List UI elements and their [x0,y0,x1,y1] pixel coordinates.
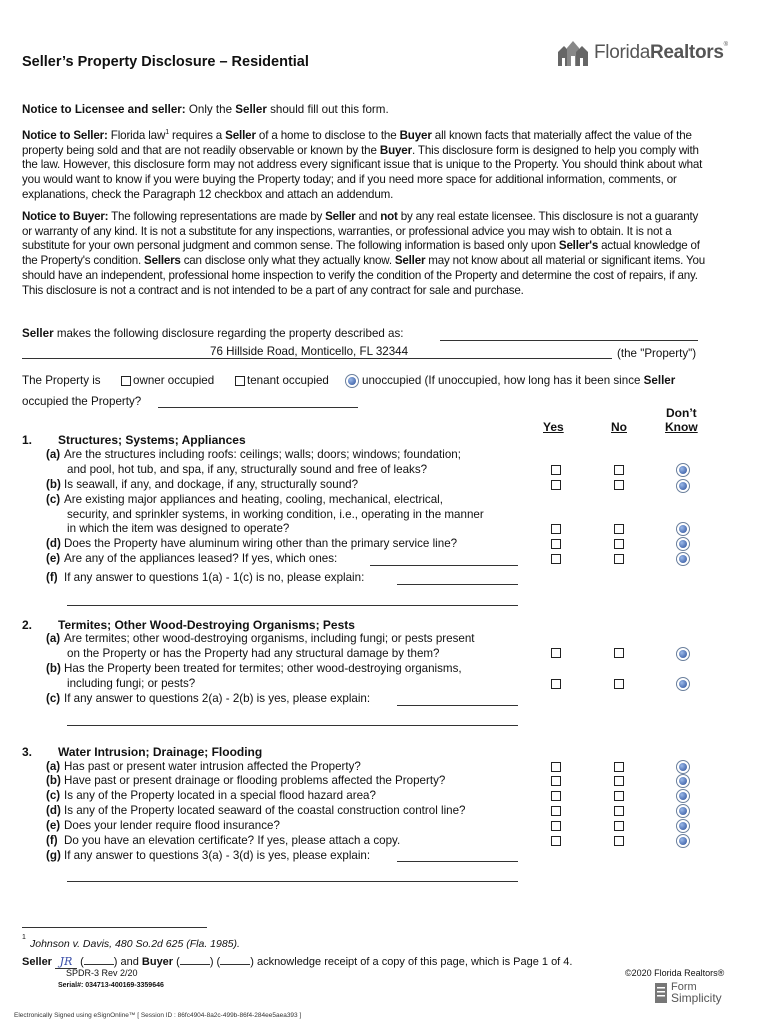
q1b: (b) Is seawall, if any, and dockage, if any, structurally sound? [46,478,359,491]
q2a-yes-checkbox[interactable] [551,648,561,658]
q3g: (g) If any answer to questions 3(a) - 3(d) is yes, please explain: [46,849,371,862]
q1c-dont-know-radio[interactable] [676,522,690,536]
florida-realtors-logo [556,38,728,68]
logo-text-light: Florida [594,42,650,63]
q1a-cont: and pool, hot tub, and spa, if any, structurally sound and free of leaks? [67,463,428,476]
esign-notice: Electronically Signed using eSignOnline™ [ Session ID : 86fc4904-8a2c-499b-86f4-284ee5aea393 ] [14,1012,302,1019]
q3d: (d) Is any of the Property located seaward of the coastal construction control line? [46,804,466,817]
section-3-title: Water Intrusion; Drainage; Flooding [58,745,263,759]
q3e: (e) Does your lender require flood insurance? [46,819,280,832]
formsimplicity-text-1: Form [671,981,697,993]
page-title: Seller’s Property Disclosure – Residential [22,54,309,70]
notice-buyer: Notice to Buyer: The following representations are made by Seller and not by any real estate licensee. This disclosure is not a guaranty or warranty of any kind. It is not a substitute for any inspections, warranties, or professional advice you may wish to obtain. It is not a substitute for your own personal judgment and common sense. The following information is based only upon Seller's actual knowledge of the Property's condition. Sellers can disclose only what they actually know. Seller may not know about all material or significant items. You should have an independent, professional home inspection to verify the condition of the Property and determine the cost of repairs, if any. This disclosure is not a contract and is not intended to be a part of any contract for sale and purchase. [22,210,705,297]
q2a-no-checkbox[interactable] [614,648,624,658]
q1c-cont-2: in which the item was designed to operate? [67,522,290,535]
q1b-yes-checkbox[interactable] [551,480,561,490]
q1d: (d) Does the Property have aluminum wiring other than the primary service line? [46,537,458,550]
notice-buyer-label: Notice to Buyer: [22,210,109,223]
property-address: 76 Hillside Road, Monticello, FL 32344 [210,345,409,358]
property-suffix: (the "Property") [617,347,697,360]
footnote-divider [22,927,207,928]
q2c: (c) If any answer to questions 2(a) - 2(b) is yes, please explain: [46,692,371,705]
seller-initials-2[interactable] [84,964,114,965]
notice-seller-label: Notice to Seller: [22,128,108,142]
q2b: (b) Has the Property been treated for termites; other wood-destroying organisms, [46,662,462,675]
q3b-dont-know-radio[interactable] [676,774,690,788]
buyer-initials-2[interactable] [220,964,250,965]
dont-know-header-2: Know [665,420,698,434]
occupancy-prefix: The Property is [22,374,101,387]
no-header: No [611,420,627,434]
q3e-yes-checkbox[interactable] [551,821,561,831]
tenant-occupied-checkbox[interactable] [235,376,245,386]
owner-occupied-label: owner occupied [133,374,215,387]
q2c-field-2[interactable] [67,725,518,726]
owner-occupied-checkbox[interactable] [121,376,131,386]
q3f-yes-checkbox[interactable] [551,836,561,846]
q1e-no-checkbox[interactable] [614,554,624,564]
footnote-number: 1 [22,934,26,941]
notice-licensee: Notice to Licensee and seller: Only the Seller should fill out this form. [22,103,389,116]
q1b-dont-know-radio[interactable] [676,479,690,493]
q3c-no-checkbox[interactable] [614,791,624,801]
q1b-no-checkbox[interactable] [614,480,624,490]
seller-initials-1[interactable]: JR [55,955,77,969]
q3g-field-2[interactable] [67,881,518,882]
property-address-field[interactable] [22,358,612,359]
q3c: (c) Is any of the Property located in a special flood hazard area? [46,789,376,802]
q2a-cont: on the Property or has the Property had any structural damage by them? [67,647,440,660]
q1f: (f) If any answer to questions 1(a) - 1(c) is no, please explain: [46,571,365,584]
q3a-dont-know-radio[interactable] [676,760,690,774]
notice-seller: Notice to Seller: Florida law$^1$ requires a Seller of a home to disclose to the Buyer all known facts that materially affect the value of the property being sold and that are not readily observable or known by the Buyer. This disclosure form is designed to help you comply with the law. However, this disclosure form may not address every significant issue that is unique to the Property. You should think about what you would want to know if you were buying the Property today; and if you need more space for additional information, comments, or explanations, check the Paragraph 12 checkbox and attach an addendum. [22,128,703,201]
q3g-field[interactable] [397,861,518,862]
occupied-question: occupied the Property? [22,395,142,408]
q3f-no-checkbox[interactable] [614,836,624,846]
q3a: (a) Has past or present water intrusion affected the Property? [46,760,361,773]
section-2-number: 2. [22,618,33,632]
formsimplicity-logo [655,982,722,1004]
q3f-dont-know-radio[interactable] [676,834,690,848]
q3b-yes-checkbox[interactable] [551,776,561,786]
q2b-dont-know-radio[interactable] [676,677,690,691]
logo-mark: ® [723,42,728,48]
q1e-dont-know-radio[interactable] [676,552,690,566]
tenant-occupied-label: tenant occupied [247,374,329,387]
q1a: (a) Are the structures including roofs: ceilings; walls; doors; windows; foundation; [46,448,461,461]
dont-know-header-1: Don’t [666,406,697,420]
q2a: (a) Are termites; other wood-destroying organisms, including fungi; or pests present [46,632,475,645]
q1c-cont-1: security, and sprinkler systems, in working condition, i.e., operating in the manner [67,508,484,521]
q1a-no-checkbox[interactable] [614,465,624,475]
q2b-yes-checkbox[interactable] [551,679,561,689]
section-2-title: Termites; Other Wood-Destroying Organisms; Pests [58,618,355,632]
q3d-yes-checkbox[interactable] [551,806,561,816]
q3c-dont-know-radio[interactable] [676,789,690,803]
buyer-initials-1[interactable] [180,964,210,965]
unoccupied-radio[interactable] [345,374,359,388]
q1e-field[interactable] [370,565,518,566]
q3d-dont-know-radio[interactable] [676,804,690,818]
q1d-no-checkbox[interactable] [614,539,624,549]
footnote-text: Johnson v. Davis, 480 So.2d 625 (Fla. 1985). [30,938,240,950]
formsimplicity-text-2: Simplicity [671,991,722,1005]
q1c-yes-checkbox[interactable] [551,524,561,534]
section-1-number: 1. [22,433,33,447]
unoccupied-label: unoccupied (If unoccupied, how long has it been since Seller [362,374,676,387]
serial-number: Serial#: 034713-400169-3359646 [58,982,164,989]
q3b-no-checkbox[interactable] [614,776,624,786]
q1a-dont-know-radio[interactable] [676,463,690,477]
houses-icon [556,38,590,68]
notice-licensee-label: Notice to Licensee and seller: [22,103,186,116]
q1c: (c) Are existing major appliances and heating, cooling, mechanical, electrical, [46,493,443,506]
q3f: (f) Do you have an elevation certificate? If yes, please attach a copy. [46,834,401,847]
q1d-yes-checkbox[interactable] [551,539,561,549]
section-3-number: 3. [22,745,33,759]
q1a-yes-checkbox[interactable] [551,465,561,475]
q3c-yes-checkbox[interactable] [551,791,561,801]
form-id: SPDR-3 Rev 2/20 [66,968,138,978]
q3b: (b) Have past or present drainage or flooding problems affected the Property? [46,774,446,787]
q1f-field[interactable] [397,584,518,585]
property-intro: Seller makes the following disclosure regarding the property described as: [22,327,404,340]
property-line-1[interactable] [440,340,698,341]
q1e: (e) Are any of the appliances leased? If yes, which ones: [46,552,338,565]
section-1-title: Structures; Systems; Appliances [58,433,246,447]
q2c-field[interactable] [397,705,518,706]
q3a-yes-checkbox[interactable] [551,762,561,772]
q2b-no-checkbox[interactable] [614,679,624,689]
q1c-no-checkbox[interactable] [614,524,624,534]
q3e-no-checkbox[interactable] [614,821,624,831]
occupied-since-field[interactable] [158,407,358,408]
yes-header: Yes [543,420,564,434]
q1d-dont-know-radio[interactable] [676,537,690,551]
q1e-yes-checkbox[interactable] [551,554,561,564]
copyright: ©2020 Florida Realtors® [625,968,725,978]
q3e-dont-know-radio[interactable] [676,819,690,833]
q3d-no-checkbox[interactable] [614,806,624,816]
q3a-no-checkbox[interactable] [614,762,624,772]
footer-acknowledgement: Seller JR ( ) and Buyer ( ) ( ) acknowledge receipt of a copy of this page, which is Page 1 of 4. [22,955,573,968]
q1f-field-2[interactable] [67,605,518,606]
q2b-cont: including fungi; or pests? [67,677,196,690]
document-icon [655,983,667,1003]
q2a-dont-know-radio[interactable] [676,647,690,661]
logo-text-bold: Realtors [649,42,724,63]
